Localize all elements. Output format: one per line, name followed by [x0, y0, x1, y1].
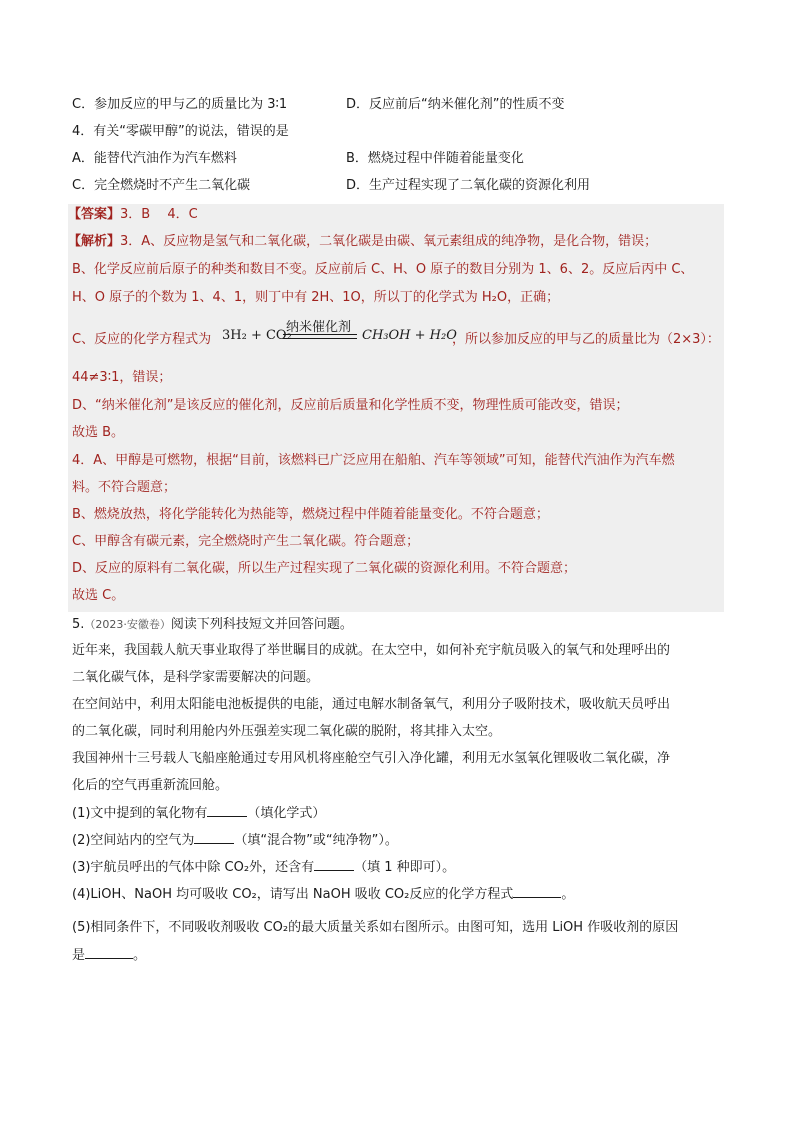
q5-s2-hint: （填“混合物”或“纯净物”）。	[234, 833, 398, 848]
equation-left: 3H₂ + CO₂	[222, 328, 292, 343]
analysis-3d: D、“纳米催化剂”是该反应的催化剂，反应前后质量和化学性质不变，物理性质可能改变，错误；	[72, 398, 629, 413]
analysis-label: 【解析】	[68, 234, 121, 249]
q5-subquestion-3	[72, 858, 455, 877]
equation-right: CH₃OH + H₂O	[362, 328, 457, 343]
q5-paragraph-3-line-1: 我国神州十三号载人飞船座舱通过专用风机将座舱空气引入净化罐，利用无水氢氧化锂吸收二氧化碳，净	[72, 751, 671, 766]
q5-subquestion-1	[72, 804, 325, 823]
q5-s2-blank[interactable]	[194, 831, 234, 844]
q4-options-row-2	[72, 177, 732, 195]
q4-stem: 4．有关“零碳甲醇”的说法，错误的是	[72, 124, 289, 139]
analysis-3-conclusion: 故选 B。	[72, 425, 125, 440]
analysis-3a: 3．A、反应物是氢气和二氧化碳，二氧化碳是由碳、氧元素组成的纯净物，是化合物，错误；	[120, 234, 658, 249]
analysis-4a-1: 4．A、甲醇是可燃物，根据“目前，该燃料已广泛应用在船舶、汽车等领域”可知，能替代汽油作为汽车燃	[72, 453, 675, 468]
analysis-3b-1: B、化学反应前后原子的种类和数目不变。反应前后 C、H、O 原子的数目分别为 1、6、2。反应后丙中 C、	[72, 262, 694, 277]
answer-label: 【答案】	[68, 207, 121, 222]
q5-subquestion-5-line-2	[72, 946, 146, 965]
q4-option-d: D．生产过程实现了二氧化碳的资源化利用	[346, 178, 591, 193]
q5-s3-blank[interactable]	[314, 858, 354, 871]
q5-s4-text: (4)LiOH、NaOH 均可吸收 CO₂，请写出 NaOH 吸收 CO₂反应的化学方程式	[72, 887, 514, 902]
analysis-3c-equation-line	[72, 318, 732, 358]
q5-paragraph-1-line-1: 近年来，我国载人航天事业取得了举世瞩目的成就。在太空中，如何补充宇航员吸入的氧气和处理呼出的	[72, 643, 671, 658]
q5-s1-blank[interactable]	[207, 804, 247, 817]
q4-options-row-1	[72, 150, 732, 168]
analysis-3c-pre: C、反应的化学方程式为	[72, 332, 212, 347]
analysis-3c-post: ，所以参加反应的甲与乙的质量比为（2×3）：	[452, 332, 720, 347]
q5-subquestion-4	[72, 885, 574, 904]
q5-paragraph-1-line-2: 二氧化碳气体，是科学家需要解决的问题。	[72, 670, 320, 685]
q5-s5-text: 是	[72, 948, 86, 963]
equation-catalyst: 纳米催化剂	[286, 320, 352, 335]
answer-line	[68, 206, 198, 224]
q5-s5-blank[interactable]	[85, 946, 133, 959]
analysis-4d: D、反应的原料有二氧化碳，所以生产过程实现了二氧化碳的资源化利用。不符合题意；	[72, 561, 577, 576]
analysis-3c-2: 44≠3∶1，错误；	[72, 370, 172, 385]
q5-stem: 阅读下列科技短文并回答问题。	[170, 617, 353, 632]
q5-number: 5.	[72, 617, 85, 632]
q4-option-a: A．能替代汽油作为汽车燃料	[72, 151, 237, 166]
q5-s4-blank[interactable]	[513, 885, 561, 898]
analysis-4b: B、燃烧放热，将化学能转化为热能等，燃烧过程中伴随着能量变化。不符合题意；	[72, 507, 549, 522]
q5-subquestion-5-line-1: (5)相同条件下，不同吸收剂吸收 CO₂的最大质量关系如右图所示。由图可知，选用 LiOH 作吸收剂的原因	[72, 920, 679, 935]
q5-paragraph-2-line-2: 的二氧化碳，同时利用舱内外压强差实现二氧化碳的脱附，将其排入太空。	[72, 724, 502, 739]
q4-option-b: B．燃烧过程中伴随着能量变化	[346, 151, 524, 166]
q3-options-row	[72, 96, 732, 114]
q5-paragraph-3-line-2: 化后的空气再重新流回舱。	[72, 778, 229, 793]
q5-s3-hint: （填 1 种即可）。	[354, 860, 456, 875]
q5-s4-end: 。	[561, 887, 575, 902]
analysis-line-1	[68, 233, 657, 251]
q3-option-c: C．参加反应的甲与乙的质量比为 3∶1	[72, 97, 288, 112]
q5-s3-text: (3)宇航员呼出的气体中除 CO₂外，还含有	[72, 860, 315, 875]
q5-paragraph-2-line-1: 在空间站中，利用太阳能电池板提供的电能，通过电解水制备氧气，利用分子吸附技术，吸收航天员呼出	[72, 697, 671, 712]
analysis-4c: C、甲醇含有碳元素，完全燃烧时产生二氧化碳。符合题意；	[72, 534, 420, 549]
q3-option-d: D．反应前后“纳米催化剂”的性质不变	[346, 97, 565, 112]
analysis-4a-2: 料。不符合题意；	[72, 480, 177, 495]
q5-source-tag: （2023·安徽卷）	[84, 618, 171, 631]
analysis-4-conclusion: 故选 C。	[72, 588, 125, 603]
analysis-3b-2: H、O 原子的个数为 1、4、1，则丁中有 2H、1O，所以丁的化学式为 H₂O，正确；	[72, 290, 560, 305]
answer-text: 3．B 4．C	[120, 207, 198, 222]
q5-header	[72, 616, 353, 634]
q5-s1-hint: （填化学式）	[247, 806, 326, 821]
q5-s1-text: (1)文中提到的氧化物有	[72, 806, 208, 821]
q4-option-c: C．完全燃烧时不产生二氧化碳	[72, 178, 251, 193]
q5-s2-text: (2)空间站内的空气为	[72, 833, 195, 848]
equation-arrow	[283, 334, 357, 339]
q5-subquestion-2	[72, 831, 398, 850]
q5-s5-end: 。	[133, 948, 147, 963]
